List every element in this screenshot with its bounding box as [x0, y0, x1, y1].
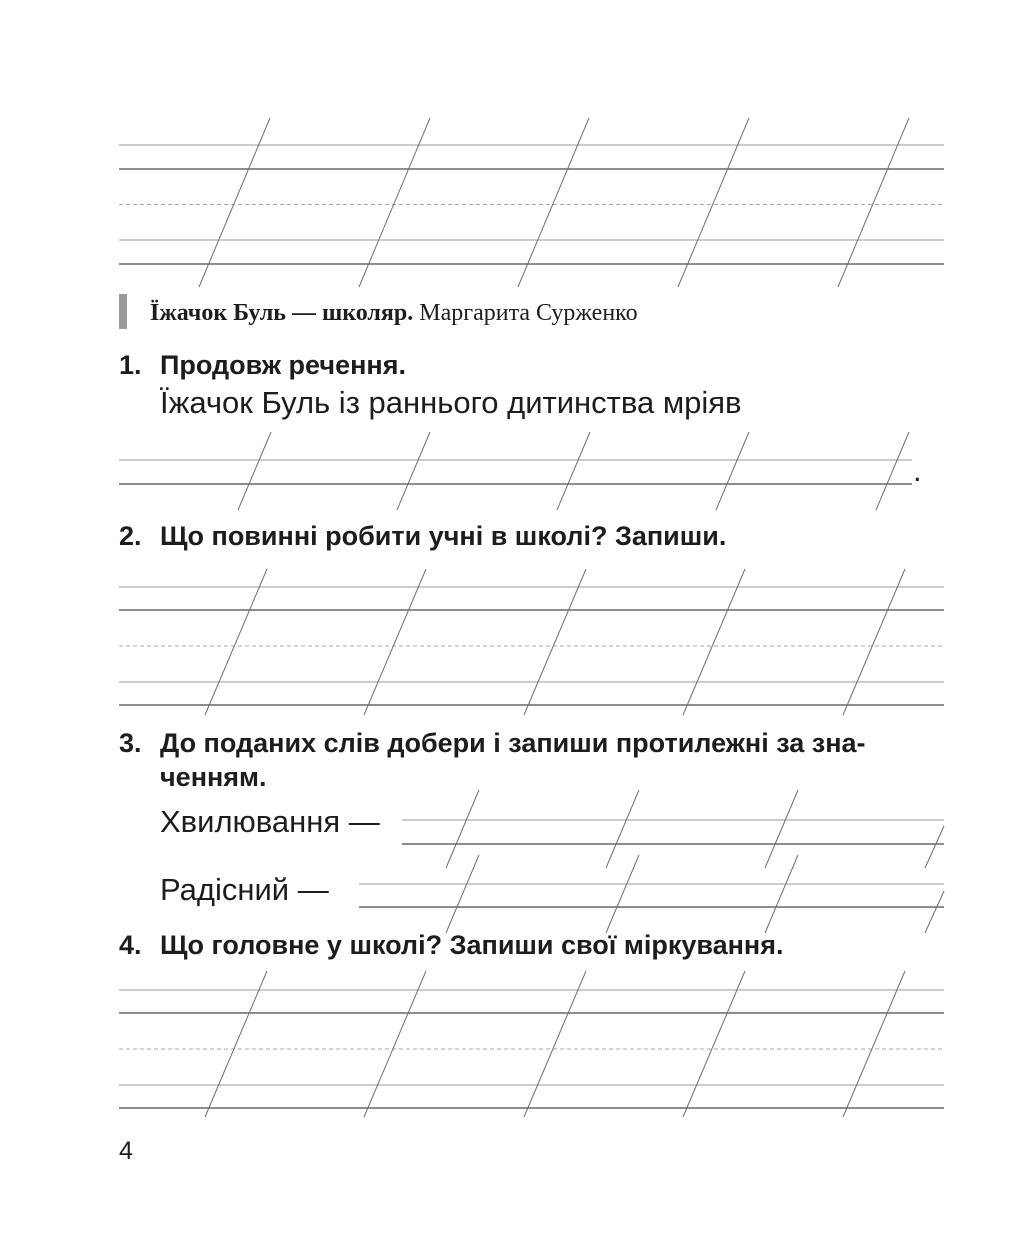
story-heading — [150, 296, 638, 330]
story-author: Маргарита Сурженко — [419, 300, 638, 326]
page-number: 4 — [119, 1137, 133, 1165]
task4-number: 4. — [119, 930, 142, 960]
story-marker-bar — [119, 294, 127, 329]
story-title: Їжачок Буль — школяр. — [150, 300, 414, 326]
writing-block-task1[interactable] — [119, 432, 912, 510]
task3-title-line1: До поданих слів добери і запиши протилежні за зна- — [160, 728, 866, 758]
writing-block-task2[interactable] — [119, 569, 944, 715]
task3-title-line2: ченням. — [160, 762, 267, 792]
task1-end-period: . — [913, 453, 922, 488]
task2-number: 2. — [119, 521, 142, 551]
task3-number: 3. — [119, 728, 142, 758]
task3-word1: Хвилювання — — [160, 804, 380, 839]
task3-word2: Радісний — — [160, 872, 329, 907]
task2-title: Що повинні робити учні в школі? Запиши. — [160, 521, 727, 551]
task4-title: Що головне у школі? Запиши свої міркування. — [160, 930, 784, 960]
writing-block-task3[interactable] — [359, 790, 944, 933]
task1-number: 1. — [119, 350, 142, 380]
writing-block-top[interactable] — [119, 118, 944, 287]
task1-title: Продовж речення. — [160, 350, 406, 380]
task1-sentence-start: Їжачок Буль із раннього дитинства мріяв — [160, 385, 742, 420]
writing-block-task4[interactable] — [119, 971, 944, 1117]
